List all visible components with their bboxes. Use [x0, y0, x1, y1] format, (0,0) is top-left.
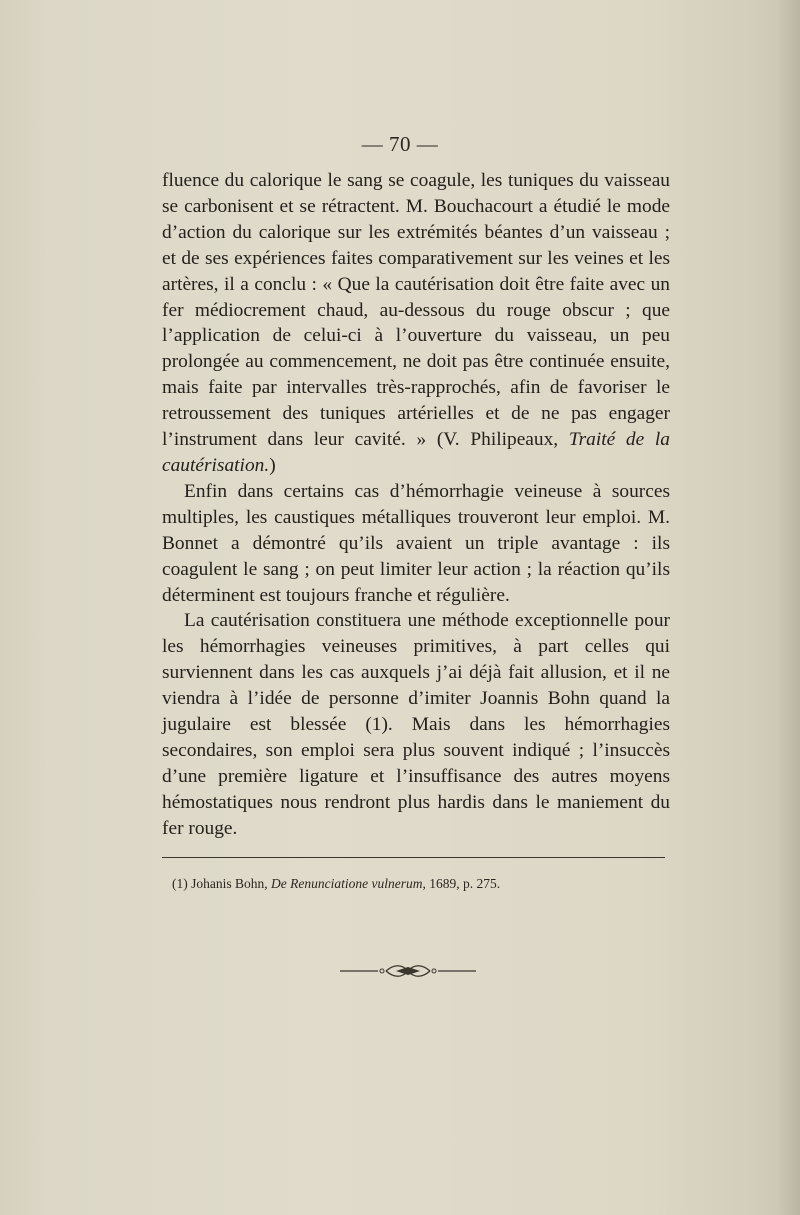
- paragraph-1-text: fluence du calorique le sang se coagule, les tuniques du vaisseau se carbonisent et se rétractent. M. Bouchacourt a étudié le mode d’action du calorique sur les extrémités béantes d’un vaisseau ; et de ses expériences faites comparativement sur les veines et les artères, il a conclu : « Que la cautérisation doit être faite avec un fer médiocrement chaud, au-dessous du rouge obscur ; que l’application de celui-ci à l’ouverture du vaisseau, un peu prolongée au commencement, ne doit pas être continuée ensuite, mais faite par intervalles très-rapprochés, afin de favoriser le retroussement des tuniques artérielles et de ne pas engager l’instrument dans leur cavité. » (V. Philipeaux,: [162, 170, 670, 451]
- paragraph-1-tail: ): [269, 454, 276, 476]
- paragraph-1-italic: Traité de la cautérisation.: [162, 429, 670, 476]
- ornamental-fleuron-icon: [338, 961, 478, 981]
- footnote-italic: De Renunciatione vulnerum: [271, 876, 423, 891]
- paragraph-1: [162, 168, 670, 479]
- footnote: [172, 876, 672, 892]
- paragraph-3: [162, 608, 670, 841]
- page-edge-shadow: [778, 0, 800, 1215]
- footnote-divider: [162, 857, 665, 858]
- page-number: — 70 —: [361, 132, 439, 156]
- footnote-text: (1) Johanis Bohn,: [172, 876, 271, 891]
- main-text: [162, 168, 670, 842]
- paragraph-3-text: La cautérisation constituera une méthode exceptionnelle pour les hémorrhagies veineuses primitives, à part celles qui surviennent dans les cas auxquels j’ai déjà fait allusion, et il ne viendra à l’idée de personne d’imiter Joannis Bohn quand la jugulaire est blessée (1). Mais dans les hémorrhagies secondaires, son emploi sera plus souvent indiqué ; l’insuccès d’une première ligature et l’insuffisance des autres moyens hémostatiques nous rendront plus hardis dans le maniement du fer rouge.: [162, 610, 670, 839]
- paragraph-2-text: Enfin dans certains cas d’hémorrhagie veineuse à sources multiples, les caustiques métalliques trouveront leur emploi. M. Bonnet a démontré qu’ils avaient un triple avantage : ils coagulent le sang ; on peut limiter leur action ; la réaction qu’ils déterminent est toujours franche et régulière.: [162, 480, 670, 606]
- paragraph-2: [162, 479, 670, 609]
- footnote-tail: , 1689, p. 275.: [422, 876, 501, 891]
